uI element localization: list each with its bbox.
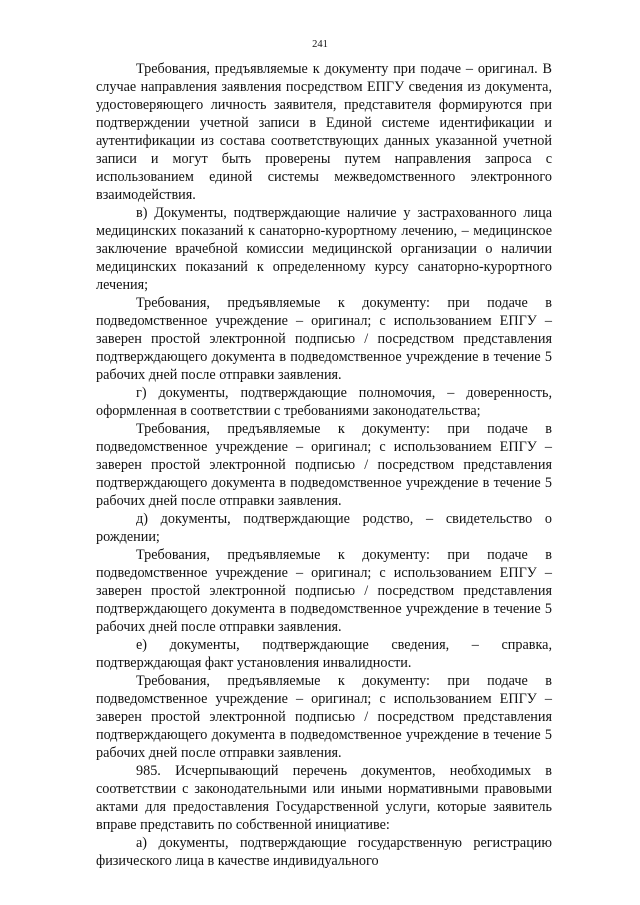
paragraph-item-v-medical-indications: в) Документы, подтверждающие наличие у застрахованного лица медицинских показаний к санаторно-курортному лечению, – медицинское заключение врачебной комиссии медицинской организации о наличии медицинских показаний к определенному курсу санаторно-курортного лечения; xyxy=(96,205,552,293)
paragraph-item-g-authority: г) документы, подтверждающие полномочия, – доверенность, оформленная в соответствии с требованиями законодательства; xyxy=(96,385,552,419)
paragraph-item-a-registration: а) документы, подтверждающие государственную регистрацию физического лица в качестве индивидуального xyxy=(96,835,552,869)
paragraph-requirements-g: Требования, предъявляемые к документу: при подаче в подведомственное учреждение – оригинал; с использованием ЕПГУ – заверен простой электронной подписью / посредством представления подтверждающего документа в подведомственное учреждение в течение 5 рабочих дней после отправки заявления. xyxy=(96,421,552,509)
paragraph-985-document-list: 985. Исчерпывающий перечень документов, необходимых в соответствии с законодательными или иными нормативными правовыми актами для предоставления Государственной услуги, которые заявитель вправе представить по собственной инициативе: xyxy=(96,763,552,833)
paragraph-requirements-d: Требования, предъявляемые к документу: при подаче в подведомственное учреждение – оригинал; с использованием ЕПГУ – заверен простой электронной подписью / посредством представления подтверждающего документа в подведомственное учреждение в течение 5 рабочих дней после отправки заявления. xyxy=(96,547,552,635)
paragraph-item-d-kinship: д) документы, подтверждающие родство, – свидетельство о рождении; xyxy=(96,511,552,545)
paragraph-passport-requirements: Требования, предъявляемые к документу при подаче – оригинал. В случае направления заявления посредством ЕПГУ сведения из документа, удостоверяющего личность заявителя, представителя формируются при подтверждении учетной записи в Единой системе идентификации и аутентификации из состава соответствующих данных указанной учетной записи и могут быть проверены путем направления запроса с использованием единой системы межведомственного электронного взаимодействия. xyxy=(96,61,552,203)
document-body xyxy=(96,60,552,870)
paragraph-item-e-disability: е) документы, подтверждающие сведения, – справка, подтверждающая факт установления инвалидности. xyxy=(96,637,552,671)
page-number: 241 xyxy=(312,39,328,50)
paragraph-requirements-v: Требования, предъявляемые к документу: при подаче в подведомственное учреждение – оригинал; с использованием ЕПГУ – заверен простой электронной подписью / посредством представления подтверждающего документа в подведомственное учреждение в течение 5 рабочих дней после отправки заявления. xyxy=(96,295,552,383)
paragraph-requirements-e: Требования, предъявляемые к документу: при подаче в подведомственное учреждение – оригинал; с использованием ЕПГУ – заверен простой электронной подписью / посредством представления подтверждающего документа в подведомственное учреждение в течение 5 рабочих дней после отправки заявления. xyxy=(96,673,552,761)
